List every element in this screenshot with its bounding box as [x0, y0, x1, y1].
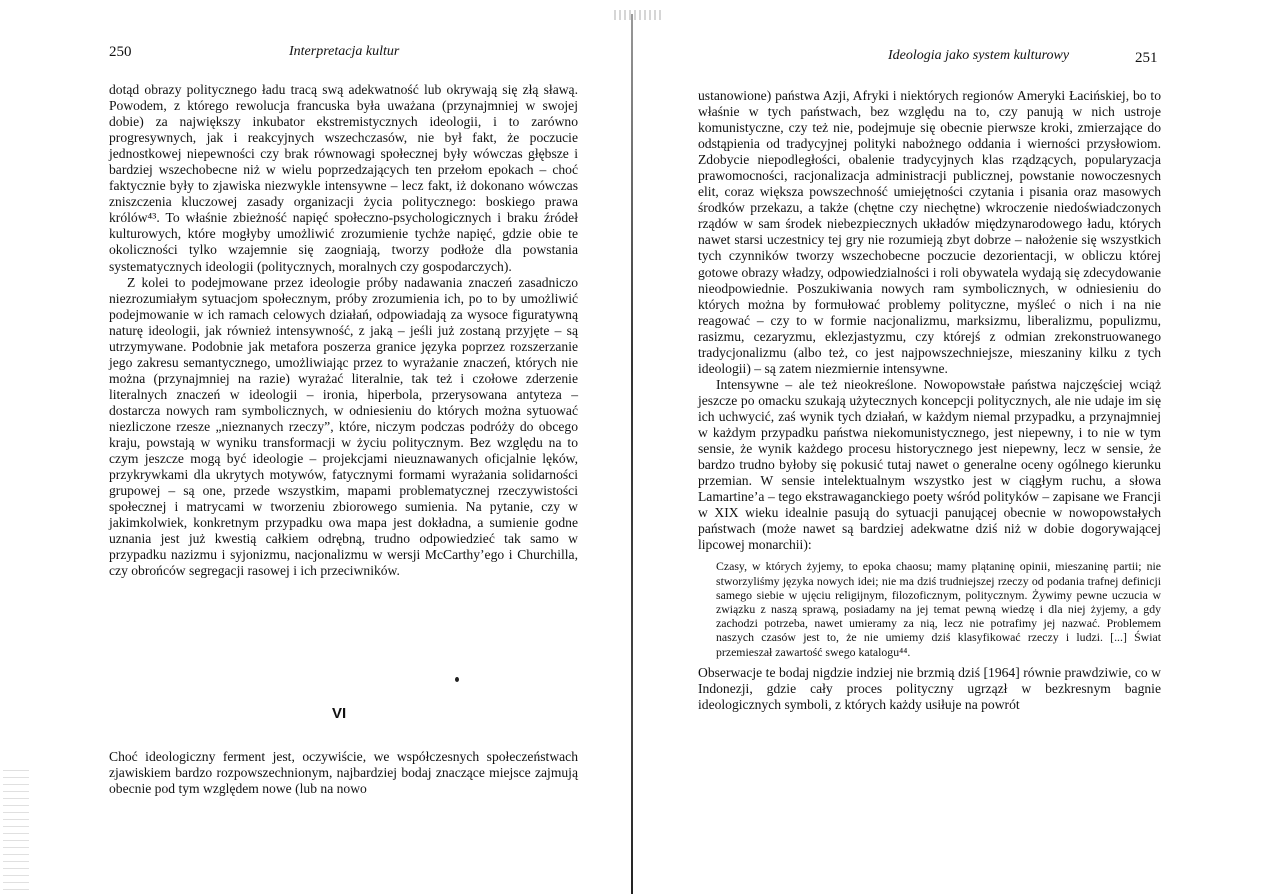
left-paragraph-2: Z kolei to podejmowane przez ideologie próby nadawania znaczeń zasadniczo niezrozumiałym sytuacjom społecznym, próby zrozumienia ich, po to by umożliwić podejmowanie w ich ramach celowych działań, odpowiadają za wysoce figuratywną naturę ideologii, jak również intensywność, z jaką – jeśli już zostaną przyjęte – są utrzymywane. Podobnie jak metafora poszerza granice języka poprzez rozszerzanie jego zakresu semantycznego, umożliwiając przez to wyrażanie znaczeń, których nie można (przynajmniej na razie) wyrażać literalnie, tak też i czołowe zderzenie literalnych znaczeń w ideologii – ironia, hiperbola, przerysowana antyteza – dostarcza nowych ram symbolicznych, w odniesieniu do których można sytuować niezliczone rzesze „nieznanych rzeczy”, które, niczym podczas podróży do obcego kraju, powstają w wyniku transformacji w życiu politycznym. Bez względu na to czym jeszcze mogą być ideologie – projekcjami nieuznawanych oficjalnie lęków, przykrywkami dla ukrytych motywów, fatycznymi formami wyrażania solidarności grupowej – są one, przede wszystkim, mapami problematycznej rzeczywistości społecznej i matrycami w tworzeniu zbiorowego sumienia. Na pytanie, czy w jakimkolwiek, konkretnym przypadku owa mapa jest dokładna, a sumienie godne uznania jest już kwestią całkiem odrębną, trudno odpowiedzieć tak samo w przypadku nazizmu i syjonizmu, nacjonalizmu w wersji McCarthy’ego i Churchilla, czy obrońców segregacji rasowej i ich przeciwników. [109, 274, 578, 579]
right-final-paragraph: Obserwacje te bodaj nigdzie indziej nie brzmią dziś [1964] równie prawdziwie, co w Indonezji, gdzie cały proces polityczny ugrzązł w bezkresnym bagnie ideologicznych symboli, z których każdy usiłuje na powrót [698, 664, 1161, 712]
section-number: VI [332, 705, 347, 722]
right-running-title: Ideologia jako system kulturowy [888, 48, 1070, 63]
right-paragraph-2: Intensywne – ale też nieokreślone. Nowopowstałe państwa najczęściej wciąż jeszcze po omacku szukają użytecznych koncepcji politycznych, ale nie udaje im się ich uchwycić, zaś wynik tych działań, w każdym niemal przypadku, a przynajmniej w każdym przypadku państwa niekomunistycznego, jest niepewny, i to nie w tym sensie, że wynik każdego procesu historycznego jest niepewny, lecz w sensie, że bardzo trudno byłoby się pokusić tutaj nawet o generalne oceny ogólnego kierunku przemian. W sensie intelektualnym wszystko jest w ciągłym ruchu, a słowa Lamartine’a – tego ekstrawaganckiego poety wśród polityków – zapisane we Francji w XIX wieku idealnie pasują do sytuacji panującej obecnie w nowopowstałych państwach (może nawet są bardziej adekwatne dziś niż w dobie dogorywającej lipcowej monarchii): [698, 376, 1161, 553]
left-page-number: 250 [109, 44, 132, 60]
left-running-title: Interpretacja kultur [289, 44, 400, 59]
right-paragraph-1: ustanowione) państwa Azji, Afryki i niektórych regionów Ameryki Łacińskiej, bo to właśnie w tych państwach, bez względu na to, czy panują w nich ustroje komunistyczne, czy też nie, podejmuje się obecnie pierwsze kroki, zmierzające do odstąpienia od tradycyjnej polityki nabożnego oddania i wierności przysłowiom. Zdobycie niepodległości, obalenie tradycyjnych klas rządzących, popularyzacja prawomocności, racjonalizacja administracji publicznej, powstanie nowoczesnych elit, coraz większa powszechność umiejętności czytania i pisania oraz masowych środków przekazu, a także (chętne czy niechętne) wkroczenie niedoświadczonych rządów w sam środek niebezpiecznych układów międzynarodowego ładu, których nawet starsi uczestnicy tej gry nie rozumieją zbyt dobrze – nałożenie się wszystkich tych czynników tworzy wszechobecne poczucie dezorientacji, w obliczu której gotowe obrazy władzy, odpowiedzialności i roli obywatela wydają się zdecydowanie nieodpowiednie. Poszukiwania nowych ram symbolicznych, w odniesieniu do których można by formułować problemy polityczne, myśleć o nich i na nie reagować – czy to w formie nacjonalizmu, marksizmu, liberalizmu, populizmu, rasizmu, cezaryzmu, eklezjastyzmu, czy którejś z odmian zrekonstruowanego tradycjonalizmu (albo też, co jest najpowszechniejsze, mieszaniny kilku z tych ideologii) – są zatem niezmiernie intensywne. [698, 88, 1161, 376]
left-section-text [109, 749, 578, 797]
right-page-number: 251 [1135, 50, 1158, 66]
right-body-text [698, 88, 1161, 713]
right-page [636, 0, 1262, 894]
left-paragraph-1: dotąd obrazy politycznego ładu tracą swą adekwatność lub okrywają się złą sławą. Powodem, z którego rewolucja francuska była uważana (przynajmniej w swojej dobie) za największy inkubator ekstremistycznych ideologii, i to zarówno progresywnych, jak i reakcyjnych wszechczasów, nie był fakt, że poczucie jednostkowej niepewności czy brak równowagi społecznej były wówczas głębsze i bardziej wszechobecne niż w wielu poprzedzających ten przełom epokach – choć faktycznie były to zjawiska niezwykle intensywne – lecz fakt, iż dokonano wówczas zniszczenia kluczowej zasady organizacji życia politycznego: boskiego prawa królów⁴³. To właśnie zbieżność napięć społeczno-psychologicznych i braku źródeł kulturowych, które mogłyby umożliwić zrozumienie tychże napięć, gdzie obie te okoliczności tylko wzajemnie się zaogniają, tworzy podłoże dla powstania systematycznych ideologii (politycznych, moralnych czy gospodarczych). [109, 82, 578, 274]
print-speck [455, 677, 459, 682]
left-body-text [109, 82, 578, 579]
book-gutter [631, 14, 633, 894]
left-section-paragraph: Choć ideologiczny ferment jest, oczywiście, we współczesnych społeczeństwach zjawiskiem bardzo rozpowszechnionym, najbardziej bodaj znaczące miejsce zajmują obecnie pod tym względem nowe (lub na nowo [109, 749, 578, 797]
left-page [0, 0, 630, 894]
block-quote: Czasy, w których żyjemy, to epoka chaosu; mamy plątaninę opinii, mieszaninę partii; nie stworzyliśmy języka nowych idei; nie ma dziś trudniejszej rzeczy od podania trafnej definicji samego siebie w ujęciu religijnym, filozoficznym, politycznym. Żywimy pewne uczucia w związku z naszą sprawą, posiadamy na jej temat pewną wiedzę i dla niej żyjemy, a gdy zachodzi potrzeba, nawet umieramy za nią, lecz nie potrafimy jej nazwać. Problemem naszych czasów jest to, że nie umiemy dziś klasyfikować rzeczy i ludzi. [...] Świat przemieszał zawartość swego katalogu⁴⁴. [716, 559, 1161, 659]
